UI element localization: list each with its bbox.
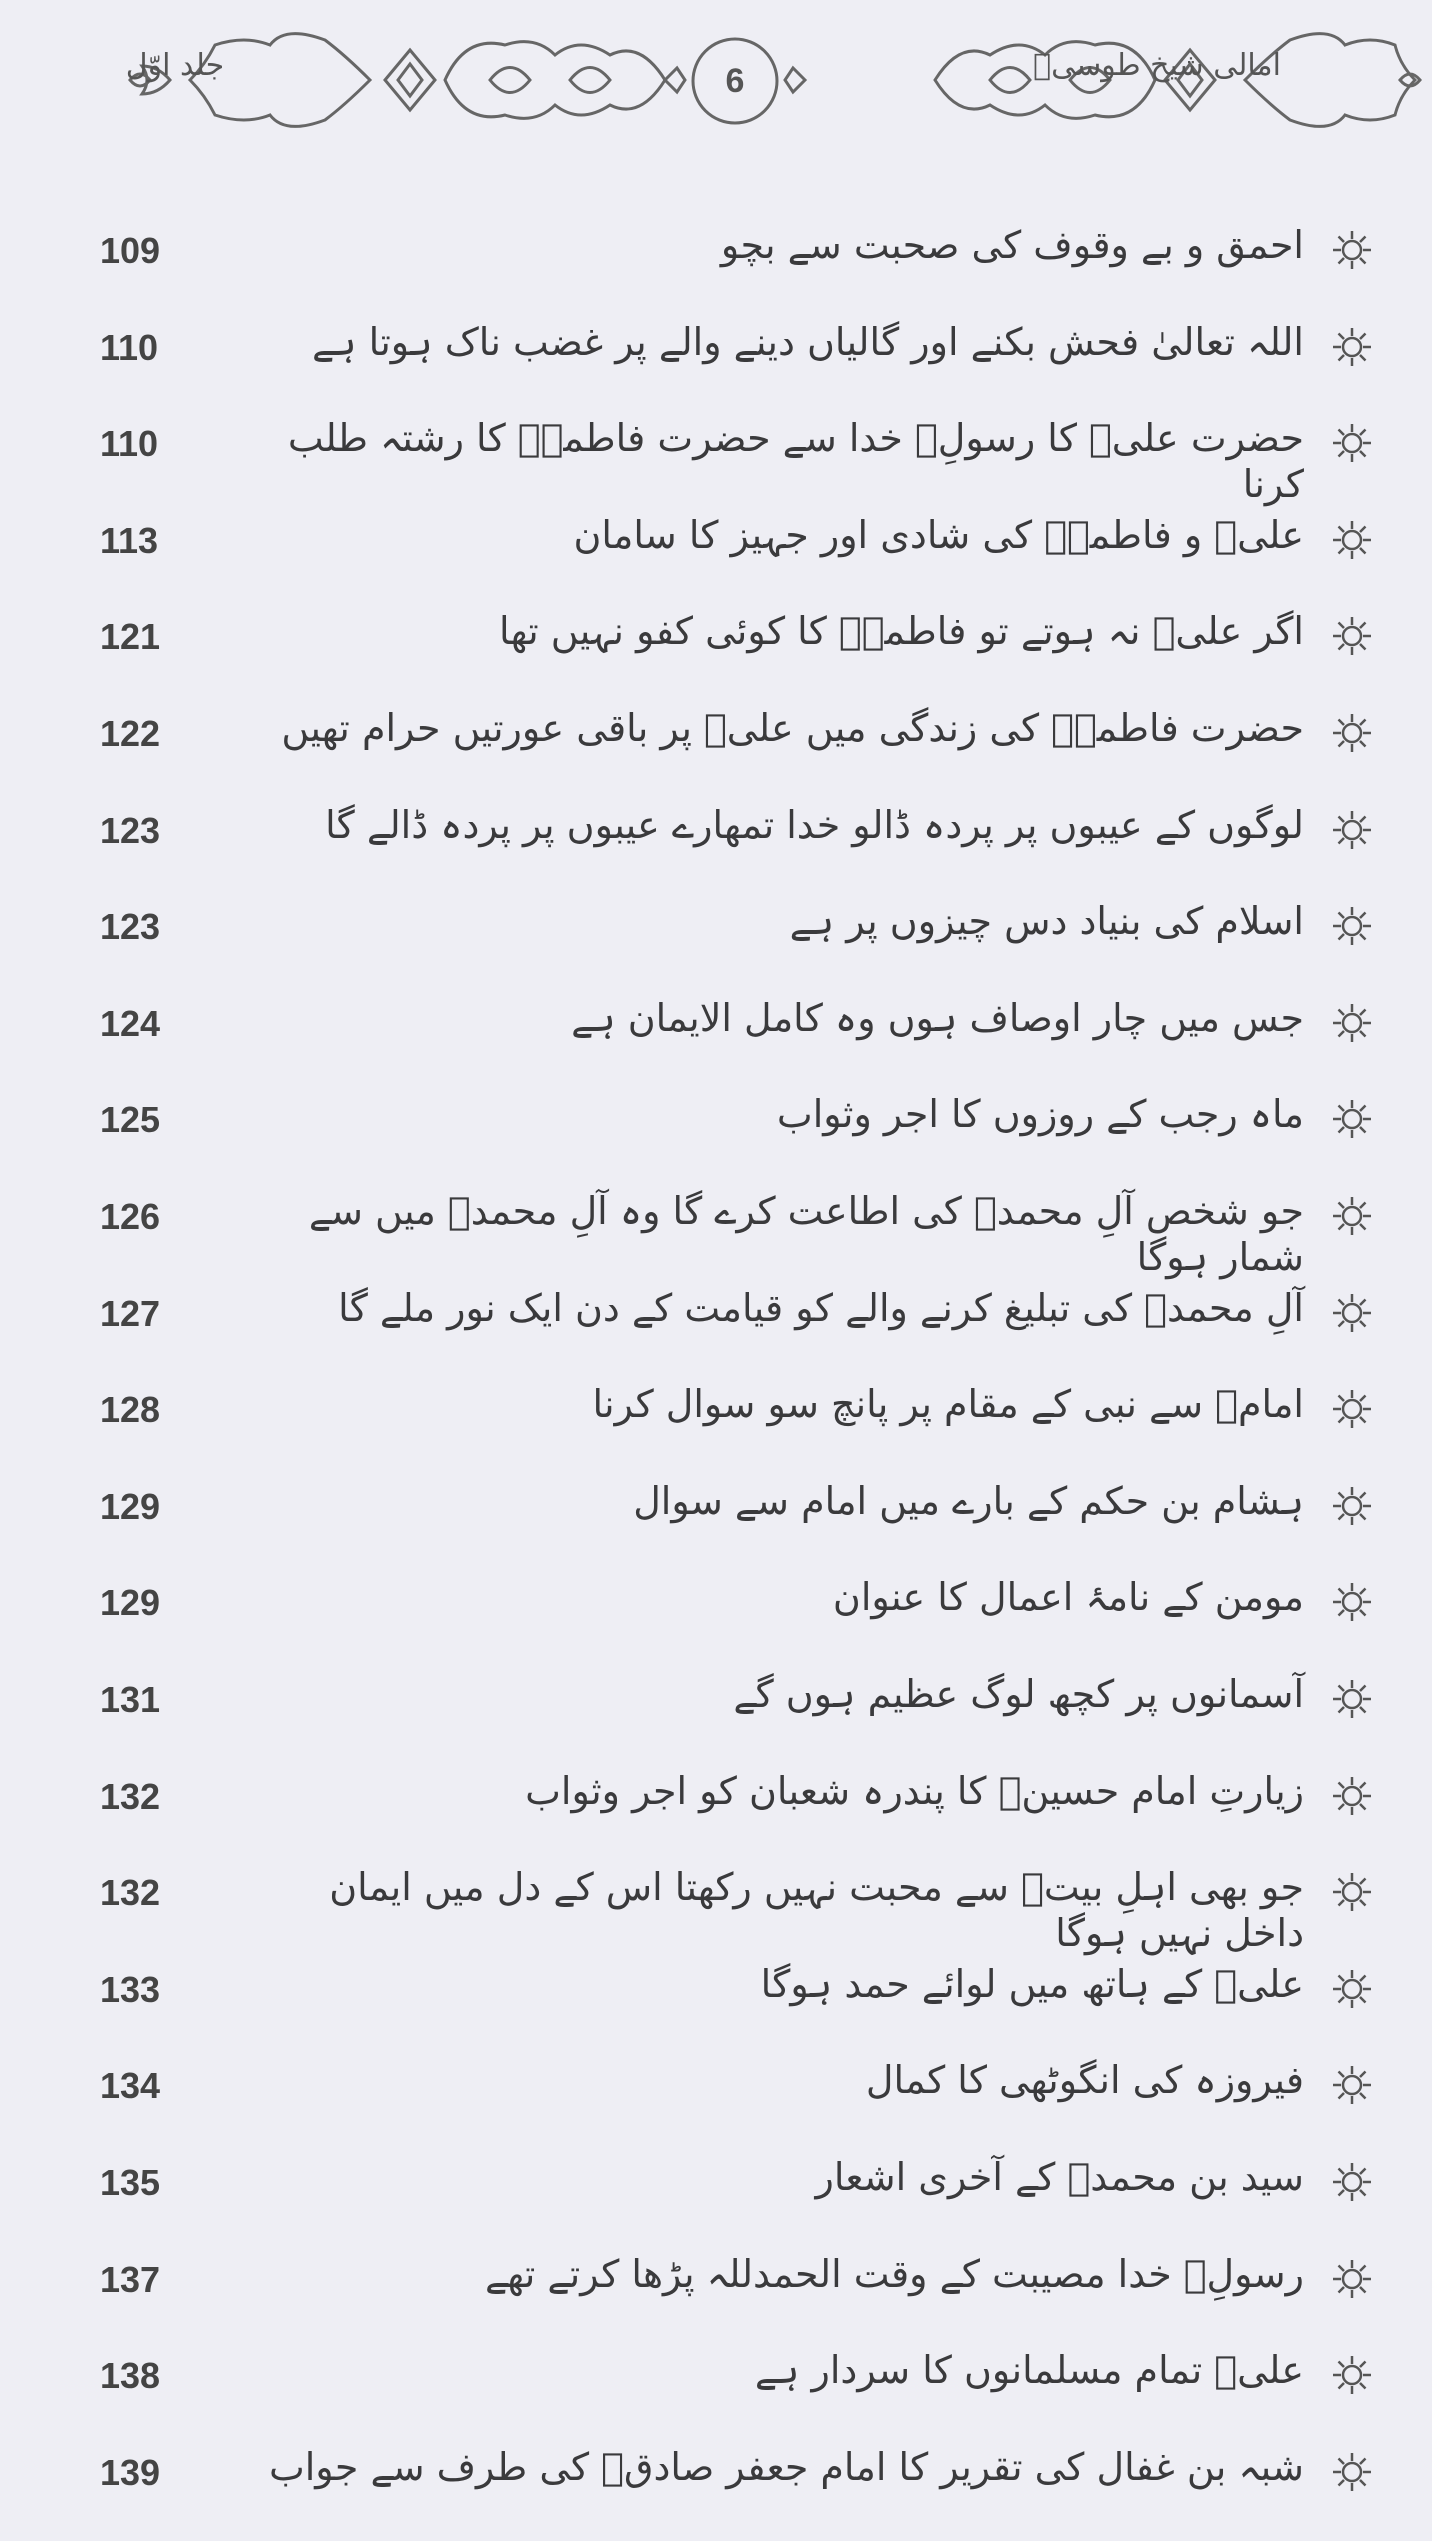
star-outline-icon: [1330, 1967, 1374, 2011]
entry-title: اگر علیؑ نہ ہوتے تو فاطمہؑ کا کوئی کفو نہیں تھا: [499, 609, 1304, 654]
entry-title: سید بن محمدؒ کے آخری اشعار: [815, 2155, 1304, 2199]
entry-page-number: 132: [100, 1775, 161, 1817]
entry-page-number: 123: [100, 809, 161, 851]
toc-entry[interactable]: [0, 415, 1432, 507]
star-outline-icon: [1330, 325, 1374, 369]
toc-entry[interactable]: [0, 1188, 1432, 1280]
entry-title: علیؑ کے ہاتھ میں لوائے حمد ہوگا: [760, 1961, 1304, 2006]
entry-title: زیارتِ امام حسینؑ کا پندرہ شعبان کو اجر وثواب: [525, 1768, 1304, 1813]
toc-entry[interactable]: [0, 2251, 1432, 2343]
toc-entry[interactable]: [0, 1381, 1432, 1473]
entry-page-number: 137: [100, 2258, 161, 2300]
page-header: [0, 0, 1432, 150]
toc-entry[interactable]: [0, 898, 1432, 990]
entry-page-number: 110: [100, 326, 159, 368]
star-outline-icon: [1330, 1774, 1374, 1818]
entry-title: امامؑ سے نبی کے مقام پر پانچ سو سوال کرنا: [592, 1382, 1304, 1427]
entry-title: علیؑ و فاطمہؑ کی شادی اور جہیز کا سامان: [573, 512, 1304, 557]
toc-entry[interactable]: [0, 1768, 1432, 1860]
star-outline-icon: [1330, 1291, 1374, 1335]
toc-entry[interactable]: [0, 2444, 1432, 2536]
entry-page-number: 123: [100, 906, 161, 948]
entry-title: ماہ رجب کے روزوں کا اجر وثواب: [776, 1092, 1304, 1137]
star-outline-icon: [1330, 2353, 1374, 2397]
star-outline-icon: [1330, 614, 1374, 658]
entry-title: اللہ تعالیٰ فحش بکنے اور گالیاں دینے والے پر غضب ناک ہوتا ہے: [312, 319, 1304, 364]
entry-title: ہشام بن حکم کے بارے میں امام سے سوال: [633, 1478, 1304, 1523]
star-outline-icon: [1330, 2063, 1374, 2107]
entry-page-number: 128: [100, 1389, 161, 1431]
entry-title: جو شخص آلِ محمدؐ کی اطاعت کرے گا وہ آلِ محمدؐ میں سے شمار ہوگا: [308, 1189, 1304, 1279]
entry-title: لوگوں کے عیبوں پر پردہ ڈالو خدا تمھارے عیبوں پر پردہ ڈالے گا: [325, 802, 1304, 847]
toc-entry[interactable]: [0, 222, 1432, 314]
toc-entry[interactable]: [0, 1864, 1432, 1956]
entry-title: شبہ بن غفال کی تقریر کا امام جعفر صادقؑ کی طرف سے جواب: [268, 2444, 1304, 2489]
entry-page-number: 126: [100, 1196, 161, 1237]
star-outline-icon: [1330, 1484, 1374, 1528]
toc-entry[interactable]: [0, 2154, 1432, 2246]
entry-page-number: 125: [100, 1099, 161, 1141]
entry-title: احمق و بے وقوف کی صحبت سے بچو: [720, 223, 1304, 267]
book-title: امالی شیخ طوسیؒ: [1033, 48, 1281, 83]
star-outline-icon: [1330, 518, 1374, 562]
toc-entry[interactable]: [0, 319, 1432, 411]
entry-title: جو بھی اہلِ بیتؑ سے محبت نہیں رکھتا اس کے دل میں ایمان داخل نہیں ہوگا: [329, 1865, 1304, 1956]
toc-entry[interactable]: [0, 512, 1432, 604]
entry-title: حضرت علیؑ کا رسولِؐ خدا سے حضرت فاطمہؑ کا رشتہ طلب کرنا: [287, 416, 1304, 507]
star-outline-icon: [1330, 1870, 1374, 1914]
star-outline-icon: [1330, 1580, 1374, 1624]
entry-page-number: 127: [100, 1292, 161, 1334]
toc-entry[interactable]: [0, 2347, 1432, 2439]
star-outline-icon: [1330, 2450, 1374, 2494]
toc-entry[interactable]: [0, 705, 1432, 797]
star-outline-icon: [1330, 1677, 1374, 1721]
star-outline-icon: [1330, 421, 1374, 465]
entry-page-number: 110: [100, 423, 159, 465]
star-outline-icon: [1330, 808, 1374, 852]
entry-title: مومن کے نامۂ اعمال کا عنوان: [832, 1575, 1304, 1620]
volume-label: جلد اوّل: [125, 48, 225, 83]
entry-page-number: 138: [100, 2355, 161, 2397]
star-outline-icon: [1330, 1387, 1374, 1431]
toc-entry[interactable]: [0, 1961, 1432, 2053]
star-outline-icon: [1330, 228, 1374, 272]
page-number: 6: [725, 62, 745, 100]
toc-entry[interactable]: [0, 608, 1432, 700]
entry-page-number: 124: [100, 1002, 161, 1044]
toc-entry[interactable]: [0, 1574, 1432, 1666]
entry-title: علیؑ تمام مسلمانوں کا سردار ہے: [754, 2348, 1304, 2393]
toc-entry[interactable]: [0, 995, 1432, 1087]
entry-page-number: 109: [100, 230, 161, 271]
entry-page-number: 121: [100, 616, 161, 658]
entry-title: آسمانوں پر کچھ لوگ عظیم ہوں گے: [733, 1672, 1304, 1716]
star-outline-icon: [1330, 1097, 1374, 1141]
toc-entry[interactable]: [0, 1671, 1432, 1763]
star-outline-icon: [1330, 2160, 1374, 2204]
entry-title: جس میں چار اوصاف ہوں وہ کامل الایمان ہے: [571, 995, 1304, 1040]
entry-page-number: 131: [100, 1679, 161, 1720]
entry-title: رسولِؐ خدا مصیبت کے وقت الحمدللہ پڑھا کرتے تھے: [484, 2251, 1304, 2296]
toc-entry[interactable]: [0, 1285, 1432, 1377]
star-outline-icon: [1330, 2257, 1374, 2301]
entry-page-number: 139: [100, 2451, 161, 2493]
entry-page-number: 129: [100, 1485, 161, 1527]
toc-entry[interactable]: [0, 1478, 1432, 1570]
star-outline-icon: [1330, 1194, 1374, 1238]
entry-page-number: 113: [100, 519, 159, 561]
entry-page-number: 132: [100, 1872, 161, 1914]
toc-entry[interactable]: [0, 802, 1432, 894]
entry-page-number: 135: [100, 2162, 161, 2203]
entry-title: فیروزہ کی انگوٹھی کا کمال: [865, 2058, 1304, 2103]
star-outline-icon: [1330, 711, 1374, 755]
entry-page-number: 129: [100, 1582, 161, 1624]
entry-page-number: 134: [100, 2065, 161, 2107]
entry-page-number: 133: [100, 1968, 161, 2010]
entry-title: حضرت فاطمہؑ کی زندگی میں علیؑ پر باقی عورتیں حرام تھیں: [281, 706, 1304, 750]
star-outline-icon: [1330, 1001, 1374, 1045]
toc-entry[interactable]: [0, 1091, 1432, 1183]
star-outline-icon: [1330, 904, 1374, 948]
toc-entry[interactable]: [0, 2057, 1432, 2149]
entry-title: اسلام کی بنیاد دس چیزوں پر ہے: [789, 899, 1304, 944]
entry-title: آلِ محمدؐ کی تبلیغ کرنے والے کو قیامت کے دن ایک نور ملے گا: [338, 1285, 1304, 1330]
entry-page-number: 122: [100, 713, 161, 754]
